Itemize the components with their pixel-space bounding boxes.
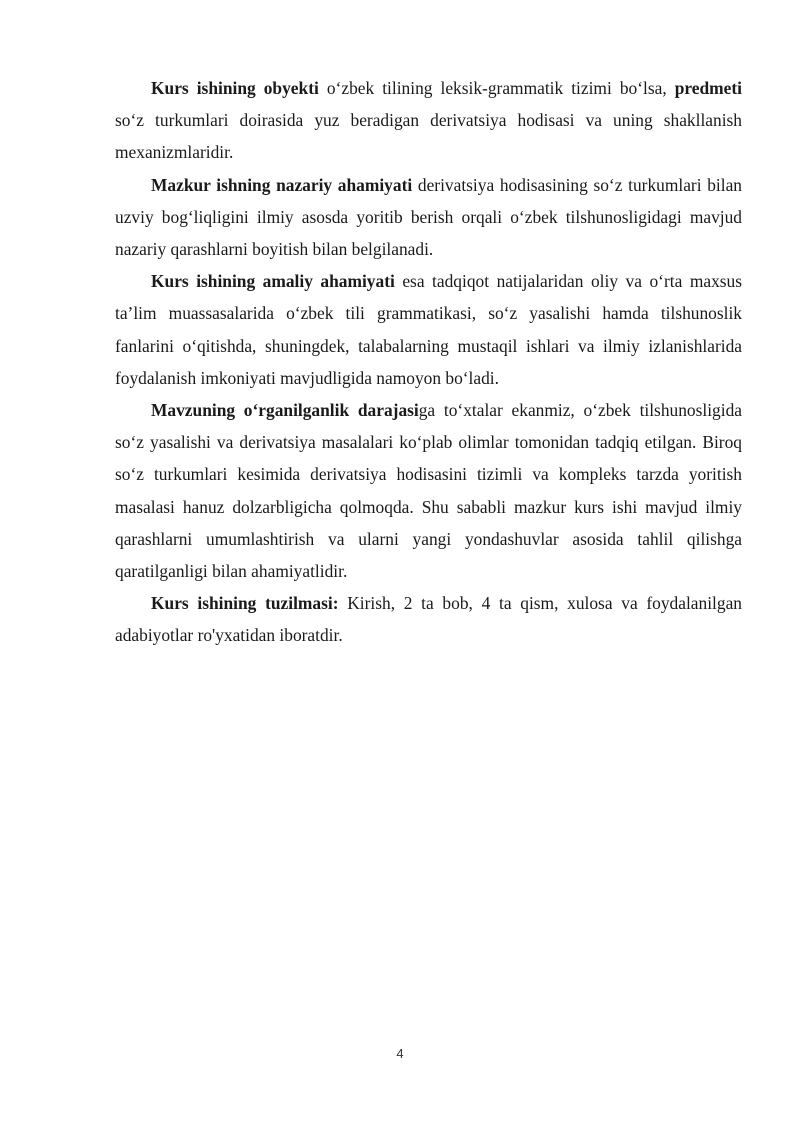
paragraph-text: derivatsiya hodisasining so‘z turkumlari bilan uzviy bog‘liqligini ilmiy asosda yoritib berish orqali o‘zbek tilshunosligidagi mavjud nazariy qarashlarni boyitish bilan belgilanadi. bbox=[115, 174, 742, 260]
paragraph-text: ga to‘xtalar ekanmiz, o‘zbek tilshunosligida so‘z yasalishi va derivatsiya masalalari ko‘plab olimlar tomonidan tadqiq etilgan. Biroq so‘z turkumlari kesimida derivatsiya hodisasini tizimli va kompleks tarzda yoritish masalasi hanuz dolzarbligicha qolmoqda. Shu sababli mazkur kurs ishi mavjud ilmiy qarashlarni umumlashtirish va ularni yangi yondashuvlar asosida tahlil qilishga qaratilganligi bilan ahamiyatlidir. bbox=[115, 400, 742, 582]
term-subject: predmeti bbox=[674, 78, 743, 98]
term-structure: Kurs ishining tuzilmasi: bbox=[151, 593, 339, 614]
page-number: 4 bbox=[396, 1046, 404, 1061]
paragraph-text: o‘zbek tilining leksik-grammatik tizimi bo‘lsa, bbox=[318, 78, 675, 98]
term-research-degree: Mavzuning o‘rganilganlik darajasi bbox=[151, 400, 419, 421]
term-theoretical-significance: Mazkur ishning nazariy ahamiyati bbox=[151, 174, 413, 195]
term-practical-significance: Kurs ishining amaliy ahamiyati bbox=[151, 271, 395, 292]
paragraph-object-subject bbox=[115, 72, 742, 169]
paragraph-theoretical-significance bbox=[115, 169, 742, 266]
document-body bbox=[115, 72, 742, 652]
paragraph-text: esa tadqiqot natijalaridan oliy va o‘rta maxsus ta’lim muassasalarida o‘zbek tili grammatikasi, so‘z yasalishi hamda tilshunoslik fanlarini o‘qitishda, shuningdek, talabalarning mustaqil ishlari va ilmiy izlanishlarida foydalanish imkoniyati mavjudligida namoyon bo‘ladi. bbox=[115, 271, 742, 388]
term-object: Kurs ishining obyekti bbox=[151, 78, 319, 98]
paragraph-text: so‘z turkumlari doirasida yuz beradigan derivatsiya hodisasi va uning shakllanish mexanizmlaridir. bbox=[115, 110, 742, 163]
paragraph-text: Kirish, 2 ta bob, 4 ta qism, xulosa va foydalanilgan adabiyotlar ro'yxatidan iboratdir. bbox=[115, 593, 742, 646]
paragraph-practical-significance bbox=[115, 265, 742, 394]
paragraph-research-degree bbox=[115, 394, 742, 587]
paragraph-structure bbox=[115, 587, 742, 651]
